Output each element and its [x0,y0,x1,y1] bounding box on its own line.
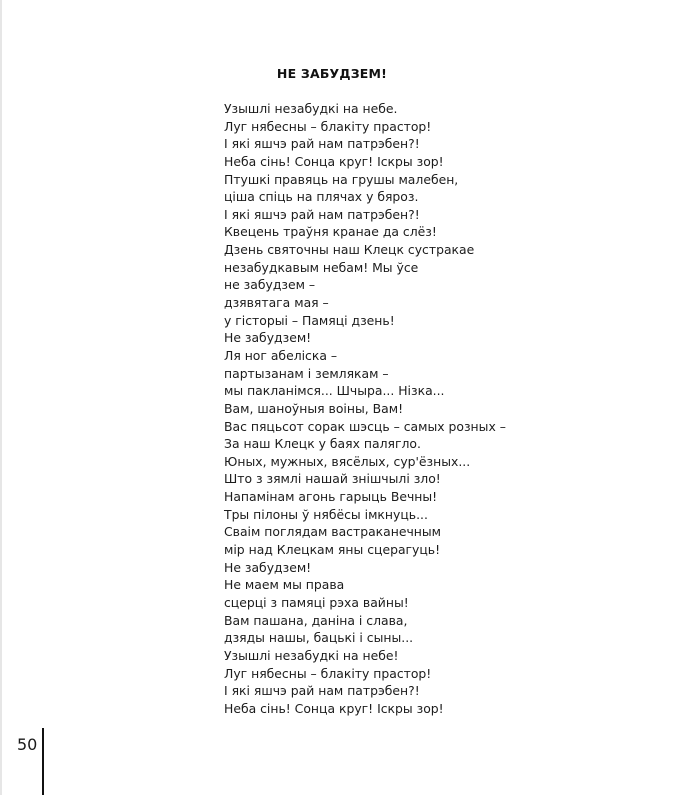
poem-line: Не забудзем! [224,330,312,346]
poem-title: НЕ ЗАБУДЗЕМ! [276,66,388,81]
poem-line: Квецень траўня кранае да слёз! [224,224,437,240]
poem-line: Птушкі правяць на грушы малебен, [224,171,459,187]
poem-line: Неба сінь! Сонца круг! Іскры зор! [224,700,444,716]
poem-line: Вас пяцьсот сорак шэсць – самых розных – [224,418,506,434]
page-number-rule [42,728,44,795]
poem-line: Ля ног абеліска – [224,347,338,363]
poem-line: Узышлі незабудкі на небе! [224,647,399,663]
poem-line: Вам, шаноўныя воіны, Вам! [224,400,404,416]
poem-line: І які яшчэ рай нам патрэбен?! [224,136,420,152]
poem-line: Луг нябесны – блакіту прастор! [224,118,432,134]
poem-line: За наш Клецк у баях палягло. [224,436,421,452]
poem-line: Неба сінь! Сонца круг! Іскры зор! [224,153,444,169]
poem-line: партызанам і землякам – [224,365,389,381]
poem-body [224,100,506,717]
poem-line: сцерці з памяці рэха вайны! [224,594,409,610]
poem-line: Не забудзем! [224,559,312,575]
poem-line: Не маем мы права [224,577,345,593]
poem-line: Тры пілоны ў нябёсы імкнуць... [224,506,428,522]
poem-line: дзявятага мая – [224,295,329,311]
poem-line: Сваім поглядам вастраканечным [224,524,442,540]
poem-line: мір над Клецкам яны сцерагуць! [224,542,441,558]
poem-line: Што з зямлі нашай знішчылі зло! [224,471,441,487]
poem-line: Дзень святочны наш Клецк сустракае [224,242,475,258]
poem-line: І які яшчэ рай нам патрэбен?! [224,206,420,222]
poem-line: Юных, мужных, вясёлых, сур'ёзных... [224,453,471,469]
poem-line: мы пакланімся... Шчыра... Нізка... [224,383,445,399]
poem-line: дзяды нашы, бацькі і сыны... [224,630,414,646]
poem-line: Вам пашана, даніна і слава, [224,612,408,628]
page-edge [0,0,2,795]
poem-line: Напамінам агонь гарыць Вечны! [224,489,438,505]
poem-line: незабудкавым небам! Мы ўсе [224,259,419,275]
poem-line: Узышлі незабудкі на небе. [224,101,398,116]
poem-line: у гісторыі – Памяці дзень! [224,312,395,328]
poem-line: ціша спіць на плячах у бяроз. [224,189,419,205]
page-number: 50 [17,735,38,754]
poem-line: не забудзем – [224,277,316,293]
poem-line: І які яшчэ рай нам патрэбен?! [224,683,420,699]
poem-line: Луг нябесны – блакіту прастор! [224,665,432,681]
